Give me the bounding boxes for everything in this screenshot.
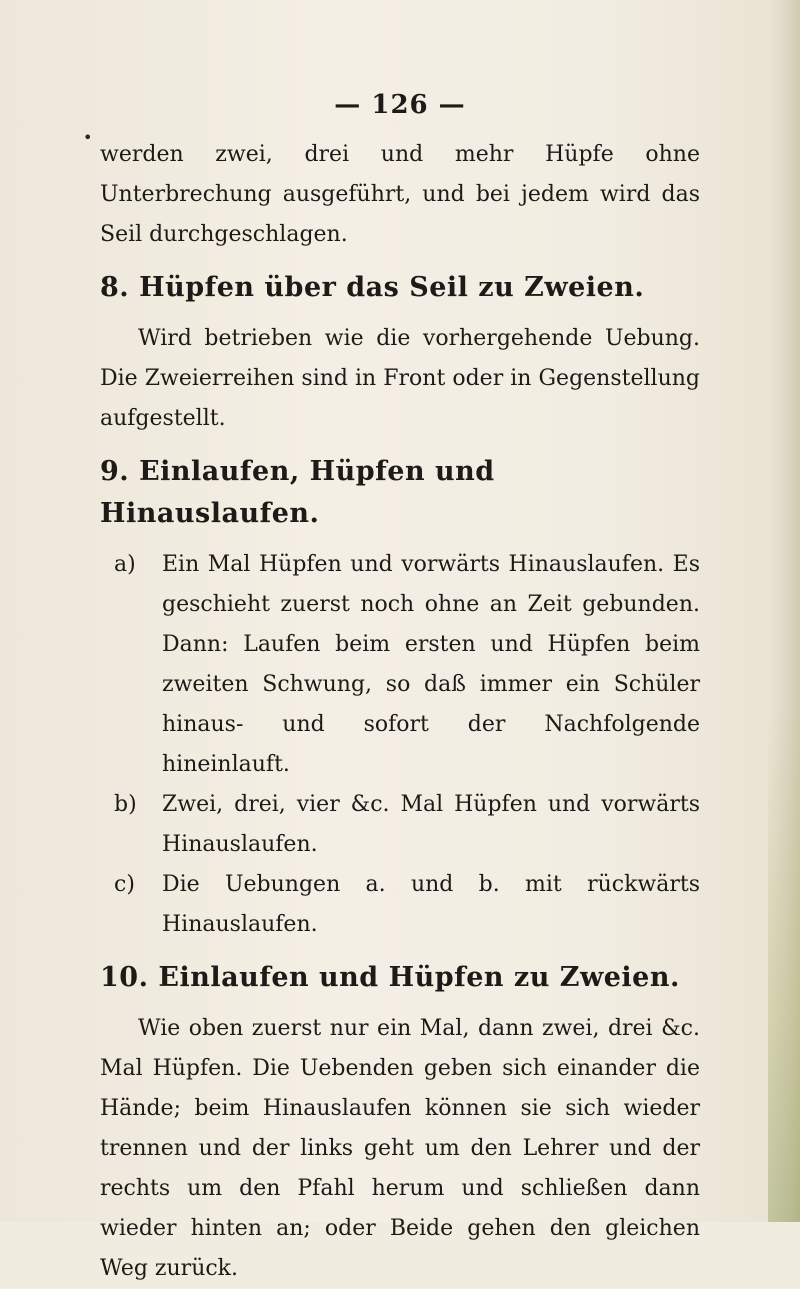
section-9-item-c xyxy=(100,865,700,945)
item-text: Ein Mal Hüpfen und vorwärts Hinauslaufen. Es geschieht zuerst noch ohne an Zeit gebunden. Dann: Laufen beim ersten und Hüpfen beim zweiten Schwung, so daß immer ein Schüler hinaus- und sofort der Nachfolgende hineinlauft. xyxy=(162,552,700,777)
page-content xyxy=(100,135,700,1289)
item-text: Die Uebungen a. und b. mit rückwärts Hinauslaufen. xyxy=(162,872,700,937)
item-label: c) xyxy=(114,872,135,897)
paper-stain xyxy=(768,702,800,1222)
section-9-item-b xyxy=(100,785,700,865)
page-number: — 126 — xyxy=(334,90,466,120)
section-9-item-a xyxy=(100,545,700,785)
section-8-body: Wird betrieben wie die vorhergehende Uebung. Die Zweierreihen sind in Front oder in Gegenstellung aufgestellt. xyxy=(100,326,700,431)
section-9-heading: 9. Einlaufen, Hüpfen und Hinauslaufen. xyxy=(100,456,495,529)
item-text: Zwei, drei, vier &c. Mal Hüpfen und vorwärts Hinauslaufen. xyxy=(162,792,700,857)
section-10-heading: 10. Einlaufen und Hüpfen zu Zweien. xyxy=(100,962,680,993)
item-label: b) xyxy=(114,792,137,817)
print-mark-icon: • xyxy=(83,128,93,147)
item-label: a) xyxy=(114,552,136,577)
opening-paragraph: werden zwei, drei und mehr Hüpfe ohne Unterbrechung ausgeführt, und bei jedem wird das Seil durchgeschlagen. xyxy=(100,142,700,247)
section-10-body: Wie oben zuerst nur ein Mal, dann zwei, drei &c. Mal Hüpfen. Die Uebenden geben sich einander die Hände; beim Hinauslaufen können sie sich wieder trennen und der links geht um den Lehrer und der rechts um den Pfahl herum und schließen dann wieder hinten an; oder Beide gehen den gleichen Weg zurück. xyxy=(100,1016,700,1281)
section-8-heading: 8. Hüpfen über das Seil zu Zweien. xyxy=(100,272,645,303)
